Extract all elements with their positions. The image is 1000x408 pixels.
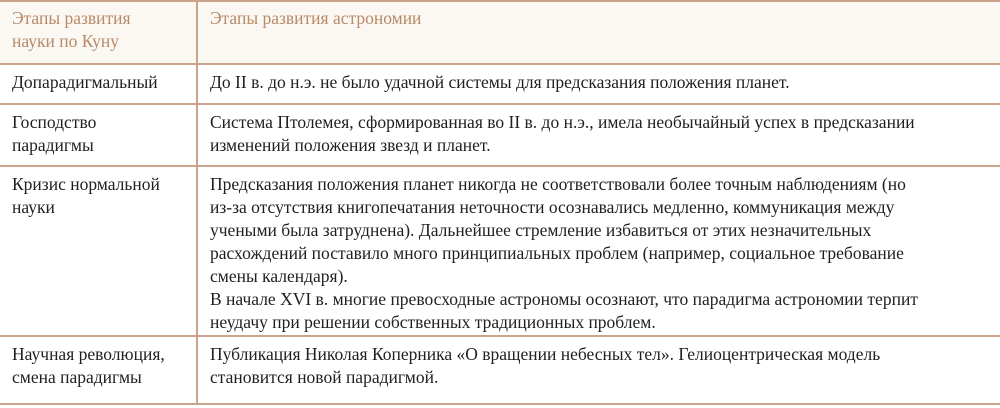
description-cell: До II в. до н.э. не было удачной системы для предсказания положения планет. (210, 72, 790, 92)
description-paragraph: Предсказания положения планет никогда не соответствовали более точным наблюдениям (но из-за отсутствия книгопечатания неточности осознавались медленно, коммуникация между учеными была затруднена). Дальнейшее стремление избавиться от этих незначительных расхождений поставило много принципиальных проблем (например, социальное требование смены календаря). (210, 174, 906, 286)
table-header-row (0, 0, 1000, 65)
description-cell (198, 167, 1000, 335)
stage-cell: Научная революция, смена парадигмы (0, 337, 198, 403)
stage-cell: Кризис нормальной науки (0, 167, 198, 335)
header-stage-kuhn: Этапы развития науки по Куну (0, 2, 198, 63)
table-row (0, 65, 1000, 105)
description-paragraph: В начале XVI в. многие превосходные астрономы осознают, что парадигма астрономии терпит неудачу при решении собственных традиционных проблем. (210, 289, 918, 332)
stage-cell: Допарадигмальный (0, 65, 198, 103)
table-row (0, 337, 1000, 405)
description-cell: Публикация Николая Коперника «О вращении небесных тел». Гелиоцентрическая модель становится новой парадигмой. (210, 344, 881, 387)
table-row (0, 105, 1000, 167)
description-cell: Система Птолемея, сформированная во II в. до н.э., имела необычайный успех в предсказании изменений положения звезд и планет. (210, 112, 915, 155)
table-row (0, 167, 1000, 337)
stage-cell: Господство парадигмы (0, 105, 198, 165)
header-stage-astronomy: Этапы развития астрономии (210, 8, 422, 28)
